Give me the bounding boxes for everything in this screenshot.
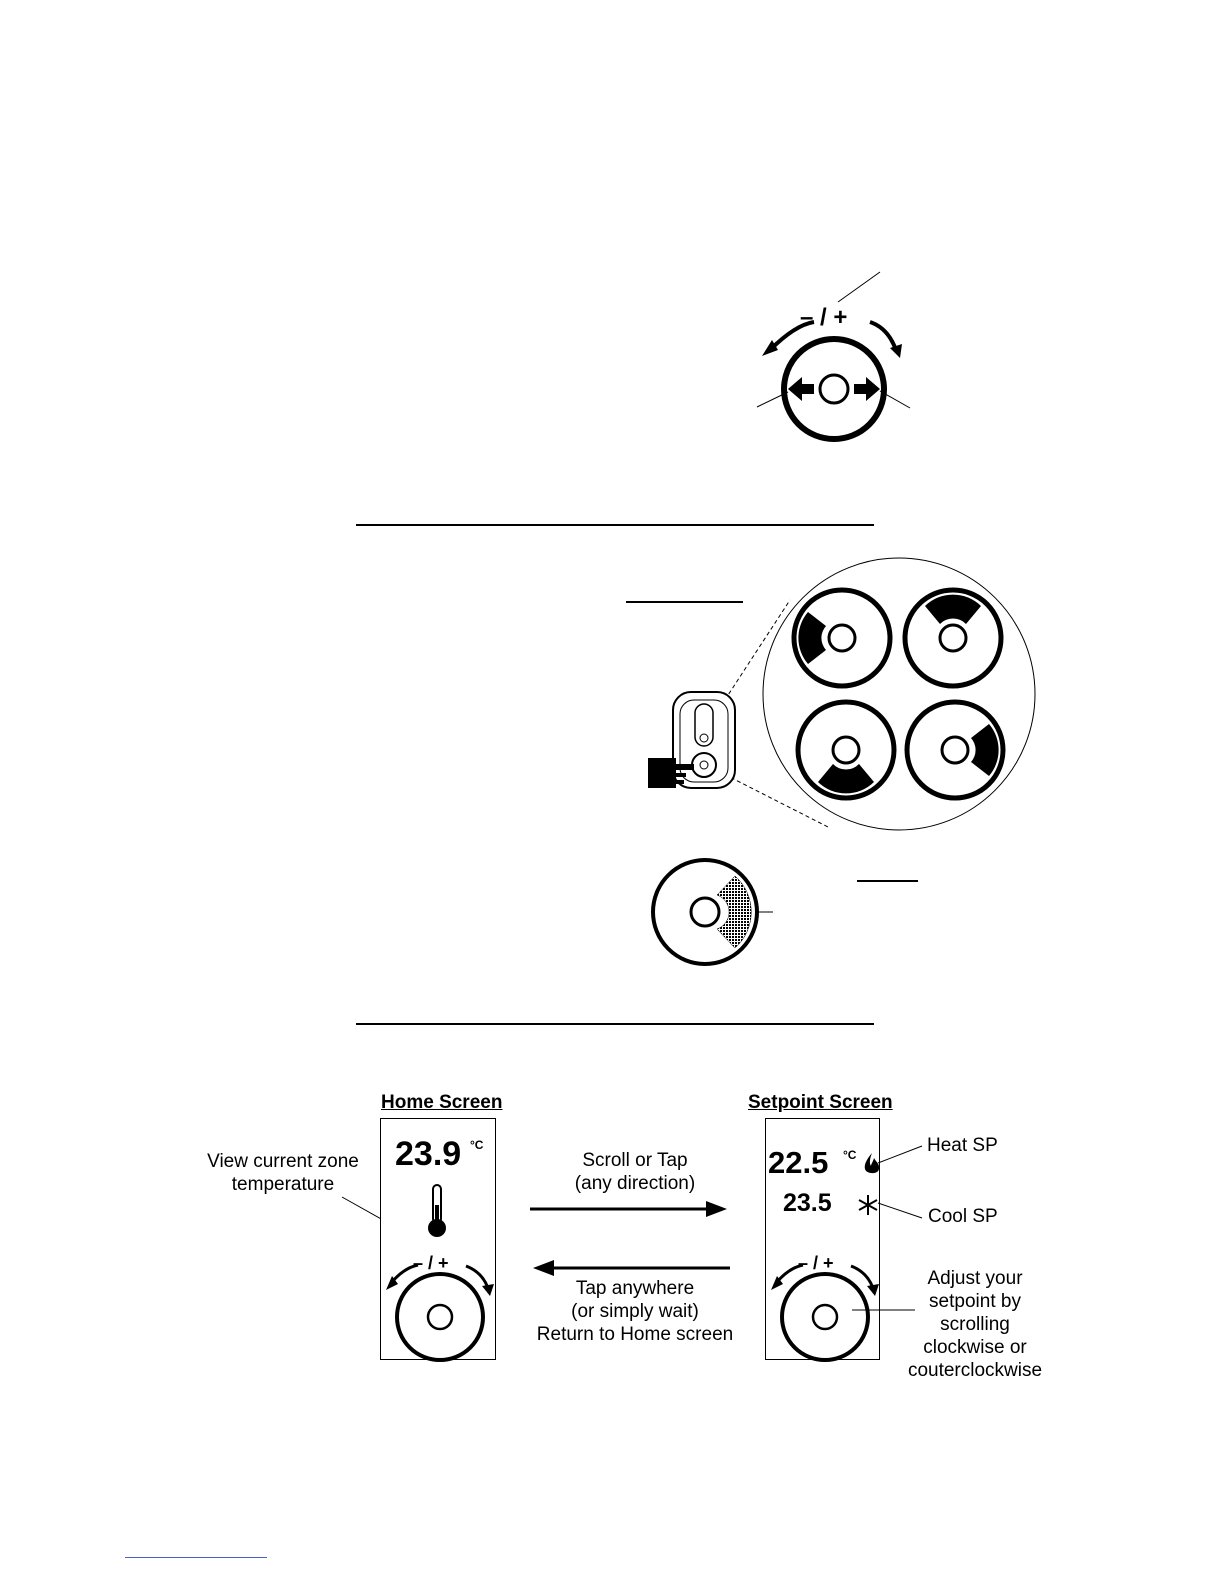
- thermometer-icon: [425, 1183, 449, 1241]
- adjust-setpoint-label: Adjust your setpoint by scrolling clockwise or couterclockwise: [907, 1268, 1043, 1381]
- back-arrow: [530, 1257, 732, 1279]
- underline-accent-2: [857, 880, 918, 882]
- section-divider-2: [356, 1023, 874, 1025]
- knob-minus-plus-label: – / +: [800, 304, 848, 331]
- footnote-rule: [125, 1557, 267, 1558]
- home-temperature: 23.9: [395, 1135, 462, 1173]
- arrow-left-icon: [788, 377, 814, 401]
- cool-setpoint-value: 23.5: [783, 1189, 832, 1217]
- back-transition-label: Tap anywhere (or simply wait) Return to Home screen: [536, 1278, 734, 1345]
- setpoint-screen-title: Setpoint Screen: [748, 1092, 893, 1113]
- knob-rotation-diagram: [740, 260, 940, 460]
- arrow-right-icon: [706, 1201, 727, 1217]
- arrow-left-icon: [533, 1260, 554, 1276]
- heat-sp-label: Heat SP: [927, 1135, 998, 1156]
- setpoint-unit: °C: [843, 1148, 857, 1162]
- forward-transition-label: Scroll or Tap (any direction): [574, 1150, 696, 1194]
- home-temperature-unit: °C: [470, 1138, 484, 1152]
- home-callout-text: View current zone temperature: [207, 1151, 359, 1195]
- heat-setpoint-value: 22.5: [768, 1145, 829, 1180]
- arrow-right-icon: [854, 377, 880, 401]
- forward-arrow: [528, 1198, 730, 1220]
- rotate-cw-icon: [870, 322, 896, 350]
- setpoint-knob-label: – / +: [798, 1253, 834, 1273]
- touch-segments-illustration: [640, 550, 1040, 840]
- home-screen-title: Home Screen: [381, 1092, 503, 1113]
- home-knob-label: – / +: [413, 1253, 449, 1273]
- shaded-segment-ring: [645, 850, 785, 970]
- section-divider-1: [356, 524, 874, 526]
- cool-sp-label: Cool SP: [928, 1206, 998, 1227]
